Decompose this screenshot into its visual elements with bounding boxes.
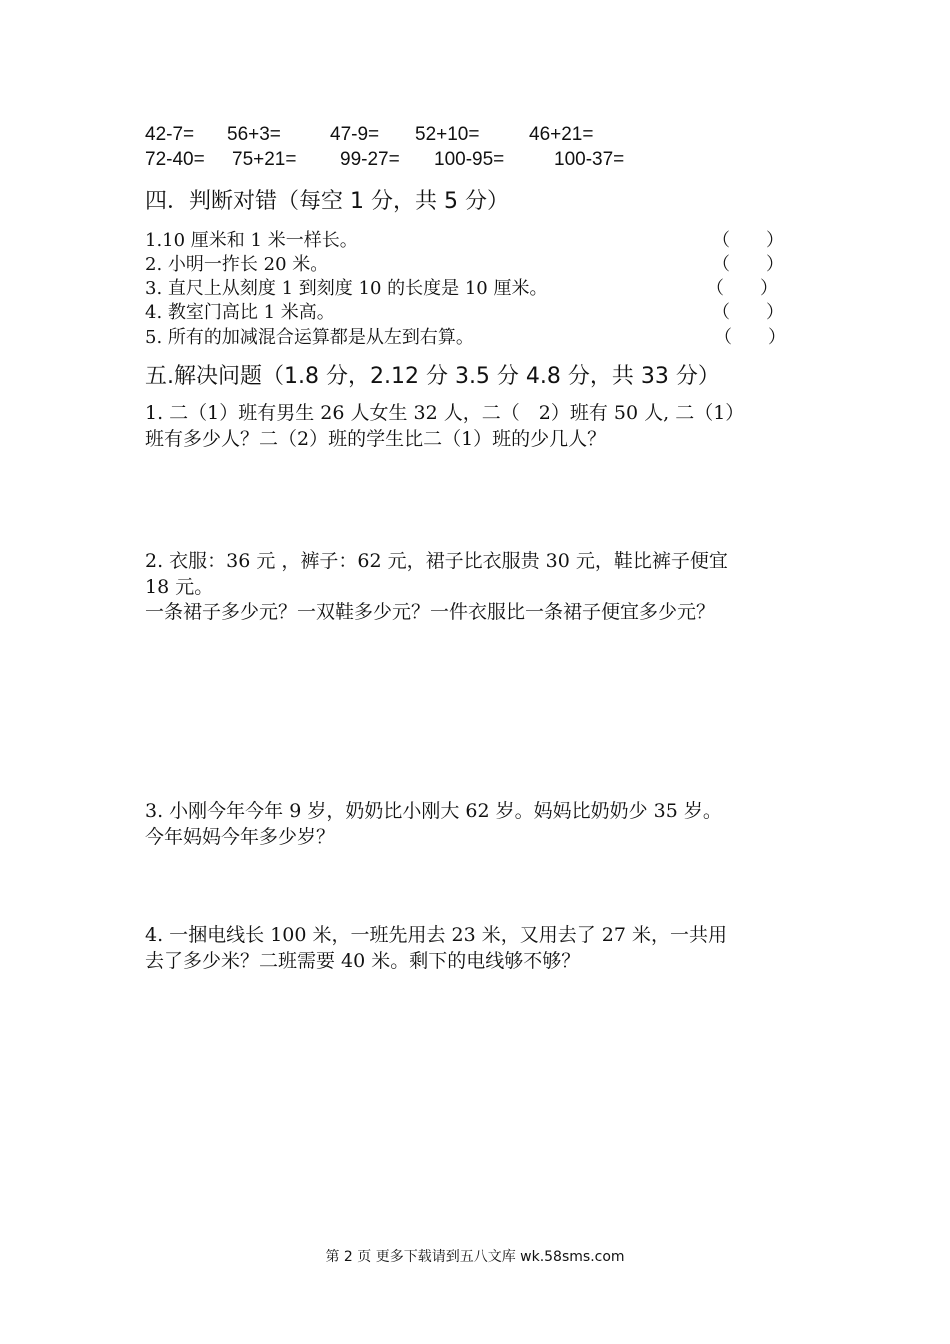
- page-footer: 第 2 页 更多下载请到五八文库 wk.58sms.com: [325, 1249, 625, 1265]
- judge-item-text: 4. 教室门高比 1 米高。: [145, 302, 335, 323]
- calc-item: 46+21=: [529, 124, 594, 145]
- judge-answer-blank: （ ）: [712, 302, 784, 323]
- calc-item: 75+21=: [232, 149, 297, 170]
- judge-answer-blank: （ ）: [712, 230, 784, 251]
- calc-item: 100-37=: [554, 149, 625, 170]
- problem-line: 去了多少米？二班需要 40 米。剩下的电线够不够？: [145, 950, 581, 972]
- calc-item: 99-27=: [340, 149, 400, 170]
- problem-line: 今年妈妈今年多少岁？: [145, 826, 336, 848]
- judge-item-text: 3. 直尺上从刻度 1 到刻度 10 的长度是 10 厘米。: [145, 278, 548, 299]
- judge-item-text: 5. 所有的加减混合运算都是从左到右算。: [145, 327, 474, 348]
- calc-item: 42-7=: [145, 124, 195, 145]
- calc-item: 56+3=: [227, 124, 281, 145]
- judge-answer-blank: （ ）: [706, 278, 778, 299]
- problem-line: 18 元。: [145, 576, 214, 598]
- calc-item: 72-40=: [145, 149, 205, 170]
- calc-item: 52+10=: [415, 124, 480, 145]
- problem-line: 4. 一捆电线长 100 米，一班先用去 23 米，又用去了 27 米，一共用: [145, 924, 728, 946]
- section-4-title: 四．判断对错（每空 1 分，共 5 分）: [145, 189, 509, 214]
- calc-item: 47-9=: [330, 124, 380, 145]
- judge-answer-blank: （ ）: [712, 254, 784, 275]
- judge-item-text: 2. 小明一拃长 20 米。: [145, 254, 329, 275]
- judge-answer-blank: （ ）: [714, 327, 786, 348]
- section-5-title: 五.解决问题（1.8 分，2.12 分 3.5 分 4.8 分，共 33 分）: [145, 364, 720, 389]
- problem-line: 2. 衣服：36 元 ，裤子：62 元，裙子比衣服贵 30 元，鞋比裤子便宜: [145, 550, 728, 572]
- problem-line: 1. 二（1）班有男生 26 人女生 32 人，二（ 2）班有 50 人, 二（1）: [145, 402, 745, 424]
- problem-line: 一条裙子多少元？一双鞋多少元？一件衣服比一条裙子便宜多少元？: [145, 601, 716, 623]
- calc-item: 100-95=: [434, 149, 505, 170]
- problem-line: 班有多少人？二（2）班的学生比二（1）班的少几人？: [145, 428, 607, 450]
- judge-item-text: 1.10 厘米和 1 米一样长。: [145, 230, 358, 251]
- problem-line: 3. 小刚今年今年 9 岁，奶奶比小刚大 62 岁。妈妈比奶奶少 35 岁。: [145, 800, 722, 822]
